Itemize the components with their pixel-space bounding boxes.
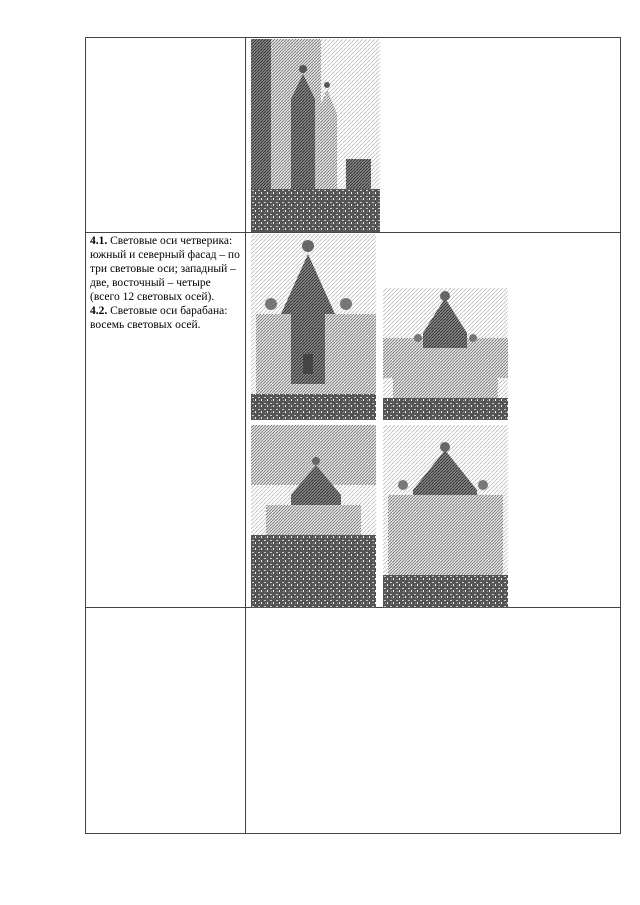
photo-church-west — [383, 288, 508, 420]
table-row-divider-1 — [85, 232, 621, 233]
section-4-1-number: 4.1. — [90, 235, 108, 247]
photo-church-side-view — [251, 39, 380, 232]
section-4-1-title: Световые оси четверика: — [110, 235, 233, 247]
section-4-1-body: южный и северный фасад – по три световые оси; западный – две, восточный – четыре (всего 12 световых осей). — [90, 249, 240, 303]
photo-church-north — [251, 425, 376, 608]
table-column-divider — [245, 37, 246, 834]
photo-church-south — [251, 234, 376, 420]
photo-church-east — [383, 425, 508, 608]
section-text — [90, 234, 242, 332]
section-4-2-body: восемь световых осей. — [90, 319, 201, 331]
section-4-2-number: 4.2. — [90, 305, 108, 317]
section-4-2-title: Световые оси барабана: — [110, 305, 228, 317]
